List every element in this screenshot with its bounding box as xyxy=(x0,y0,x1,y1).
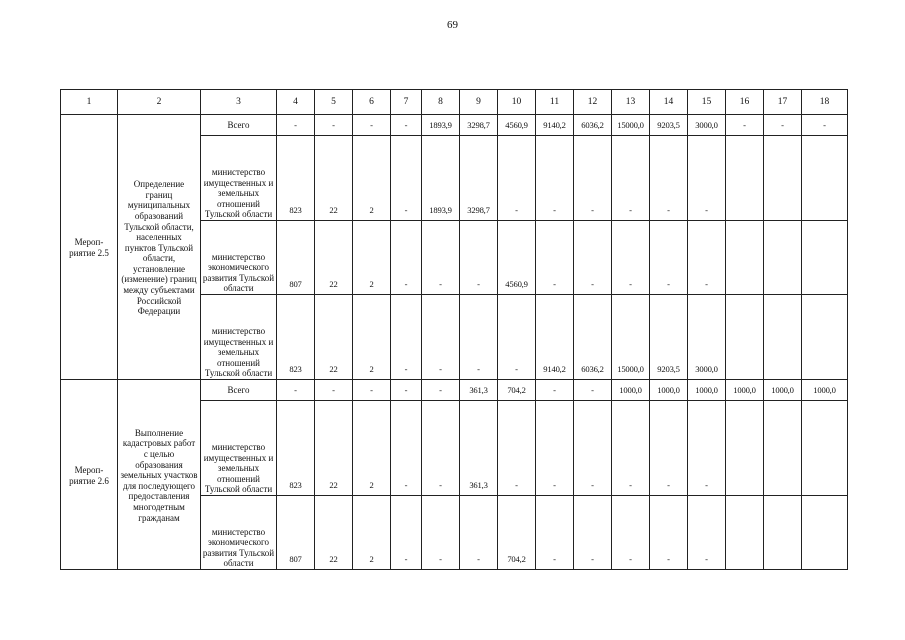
value-cell: - xyxy=(422,221,460,295)
value-cell: 807 xyxy=(277,221,315,295)
value-cell: - xyxy=(574,221,612,295)
table-row xyxy=(61,380,848,401)
value-cell: - xyxy=(460,221,498,295)
header-cell: 12 xyxy=(574,90,612,115)
value-cell: - xyxy=(612,496,650,570)
value-cell: 3298,7 xyxy=(460,136,498,221)
value-cell: - xyxy=(574,401,612,496)
value-cell: - xyxy=(315,380,353,401)
value-cell xyxy=(764,496,802,570)
value-cell xyxy=(764,221,802,295)
value-cell: 4560,9 xyxy=(498,115,536,136)
header-cell: 10 xyxy=(498,90,536,115)
value-cell: - xyxy=(422,295,460,380)
value-cell: - xyxy=(612,221,650,295)
value-cell: - xyxy=(650,496,688,570)
value-cell: 22 xyxy=(315,136,353,221)
total-label: Всего xyxy=(201,380,277,401)
value-cell: - xyxy=(612,401,650,496)
value-cell xyxy=(726,496,764,570)
value-cell: - xyxy=(688,401,726,496)
value-cell xyxy=(802,401,848,496)
header-cell: 11 xyxy=(536,90,574,115)
value-cell: - xyxy=(353,380,391,401)
value-cell: - xyxy=(802,115,848,136)
header-cell: 18 xyxy=(802,90,848,115)
header-cell: 8 xyxy=(422,90,460,115)
header-cell: 13 xyxy=(612,90,650,115)
value-cell: 704,2 xyxy=(498,380,536,401)
value-cell: 9140,2 xyxy=(536,115,574,136)
value-cell: 22 xyxy=(315,221,353,295)
value-cell: 1000,0 xyxy=(764,380,802,401)
value-cell xyxy=(764,136,802,221)
value-cell: - xyxy=(612,136,650,221)
value-cell xyxy=(726,401,764,496)
header-cell: 2 xyxy=(118,90,201,115)
description-cell: Выполнение кадастровых работ с целью образования земельных участков для последующего предоставления многодетным гражданам xyxy=(118,380,201,570)
value-cell: - xyxy=(391,295,422,380)
value-cell xyxy=(764,401,802,496)
value-cell: - xyxy=(764,115,802,136)
value-cell: - xyxy=(277,380,315,401)
activity-cell: Мероп-риятие 2.6 xyxy=(61,380,118,570)
value-cell: 22 xyxy=(315,295,353,380)
value-cell: - xyxy=(391,221,422,295)
value-cell: 6036,2 xyxy=(574,115,612,136)
header-cell: 14 xyxy=(650,90,688,115)
value-cell: - xyxy=(315,115,353,136)
value-cell: - xyxy=(422,496,460,570)
value-cell: - xyxy=(574,496,612,570)
value-cell: - xyxy=(422,380,460,401)
value-cell: - xyxy=(574,136,612,221)
value-cell: 2 xyxy=(353,221,391,295)
value-cell: - xyxy=(536,380,574,401)
value-cell: - xyxy=(688,136,726,221)
value-cell: - xyxy=(536,221,574,295)
executor-label: министерство имущественных и земельных отношений Тульской области xyxy=(201,401,277,496)
executor-label: министерство экономического развития Тульской области xyxy=(201,496,277,570)
header-cell: 15 xyxy=(688,90,726,115)
value-cell: 704,2 xyxy=(498,496,536,570)
value-cell xyxy=(802,295,848,380)
value-cell: - xyxy=(688,221,726,295)
description-cell: Определение границ муниципальных образований Тульской области, населенных пунктов Тульской области, установление (изменение) границ между субъектами Российской Федерации xyxy=(118,115,201,380)
header-cell: 17 xyxy=(764,90,802,115)
value-cell: 3000,0 xyxy=(688,115,726,136)
value-cell xyxy=(802,221,848,295)
value-cell: - xyxy=(391,401,422,496)
executor-label: министерство экономического развития Тульской области xyxy=(201,221,277,295)
value-cell: - xyxy=(422,401,460,496)
value-cell: - xyxy=(353,115,391,136)
value-cell: - xyxy=(460,295,498,380)
value-cell: - xyxy=(536,136,574,221)
value-cell: 361,3 xyxy=(460,401,498,496)
budget-table xyxy=(60,89,848,570)
value-cell: 1893,9 xyxy=(422,115,460,136)
value-cell: 2 xyxy=(353,136,391,221)
value-cell: 2 xyxy=(353,496,391,570)
value-cell: - xyxy=(650,221,688,295)
value-cell: - xyxy=(574,380,612,401)
value-cell: 823 xyxy=(277,295,315,380)
value-cell: 15000,0 xyxy=(612,295,650,380)
value-cell: 2 xyxy=(353,295,391,380)
value-cell: 15000,0 xyxy=(612,115,650,136)
header-cell: 16 xyxy=(726,90,764,115)
value-cell: - xyxy=(688,496,726,570)
value-cell: 4560,9 xyxy=(498,221,536,295)
value-cell: - xyxy=(650,136,688,221)
value-cell: 1000,0 xyxy=(802,380,848,401)
value-cell: - xyxy=(650,401,688,496)
value-cell: 1000,0 xyxy=(726,380,764,401)
page-number: 69 xyxy=(447,19,458,31)
value-cell xyxy=(726,221,764,295)
value-cell: - xyxy=(536,496,574,570)
value-cell: - xyxy=(498,295,536,380)
value-cell: 22 xyxy=(315,401,353,496)
value-cell: 807 xyxy=(277,496,315,570)
header-cell: 5 xyxy=(315,90,353,115)
value-cell: 3298,7 xyxy=(460,115,498,136)
value-cell: 1893,9 xyxy=(422,136,460,221)
value-cell: 823 xyxy=(277,401,315,496)
executor-label: министерство имущественных и земельных отношений Тульской области xyxy=(201,295,277,380)
header-cell: 7 xyxy=(391,90,422,115)
value-cell: 9140,2 xyxy=(536,295,574,380)
header-cell: 6 xyxy=(353,90,391,115)
header-cell: 9 xyxy=(460,90,498,115)
header-cell: 3 xyxy=(201,90,277,115)
total-label: Всего xyxy=(201,115,277,136)
value-cell: 9203,5 xyxy=(650,295,688,380)
value-cell: - xyxy=(536,401,574,496)
value-cell: 823 xyxy=(277,136,315,221)
value-cell: 2 xyxy=(353,401,391,496)
value-cell: 1000,0 xyxy=(650,380,688,401)
value-cell xyxy=(802,136,848,221)
value-cell xyxy=(764,295,802,380)
value-cell xyxy=(726,136,764,221)
value-cell: 9203,5 xyxy=(650,115,688,136)
table-row xyxy=(61,115,848,136)
executor-label: министерство имущественных и земельных отношений Тульской области xyxy=(201,136,277,221)
value-cell: 361,3 xyxy=(460,380,498,401)
value-cell: - xyxy=(277,115,315,136)
value-cell: - xyxy=(498,401,536,496)
value-cell: 22 xyxy=(315,496,353,570)
value-cell: 1000,0 xyxy=(688,380,726,401)
header-cell: 1 xyxy=(61,90,118,115)
value-cell: - xyxy=(726,115,764,136)
value-cell: 1000,0 xyxy=(612,380,650,401)
activity-cell: Мероп-риятие 2.5 xyxy=(61,115,118,380)
value-cell: - xyxy=(391,136,422,221)
value-cell: 6036,2 xyxy=(574,295,612,380)
value-cell: 3000,0 xyxy=(688,295,726,380)
header-row xyxy=(61,90,848,115)
value-cell: - xyxy=(391,115,422,136)
value-cell: - xyxy=(391,496,422,570)
value-cell: - xyxy=(498,136,536,221)
value-cell xyxy=(726,295,764,380)
header-cell: 4 xyxy=(277,90,315,115)
value-cell: - xyxy=(391,380,422,401)
value-cell xyxy=(802,496,848,570)
value-cell: - xyxy=(460,496,498,570)
